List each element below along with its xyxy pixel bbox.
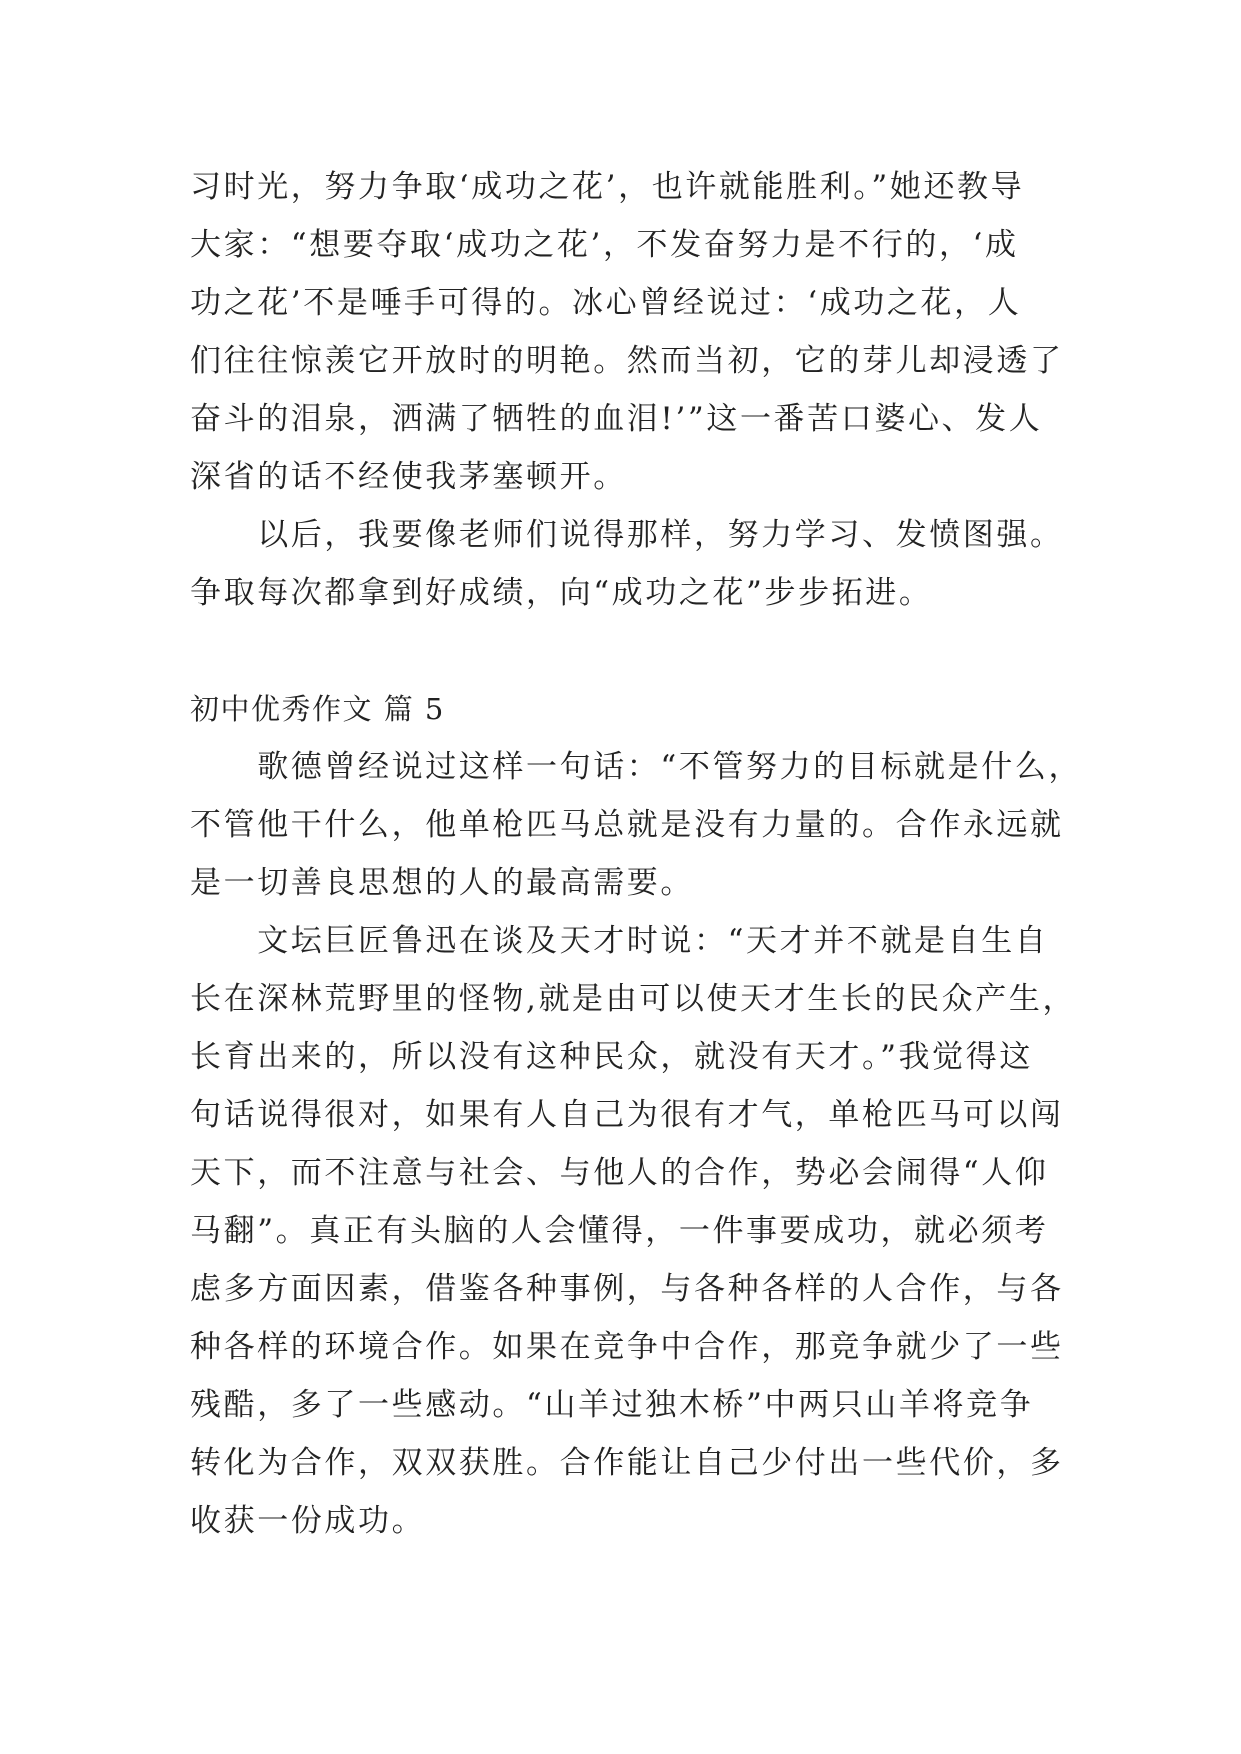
text-line: 长在深林荒野里的怪物,就是由可以使天才生长的民众产生，	[190, 981, 1077, 1017]
section-heading: 初中优秀作文 篇 5	[190, 692, 445, 726]
text-line: 句话说得很对，如果有人自己为很有才气，单枪匹马可以闯	[190, 1097, 1064, 1133]
text-line: 虑多方面因素，借鉴各种事例，与各种各样的人合作，与各	[190, 1271, 1064, 1307]
text-line: 奋斗的泪泉，洒满了牺牲的血泪!’”这一番苦口婆心、发人	[190, 401, 1043, 437]
text-line: 文坛巨匠鲁迅在谈及天才时说：“天才并不就是自生自	[190, 923, 1049, 959]
text-line: 残酷，多了一些感动。“山羊过独木桥”中两只山羊将竞争	[190, 1387, 1034, 1423]
text-line: 争取每次都拿到好成绩，向“成功之花”步步拓进。	[190, 575, 933, 611]
text-line: 马翻”。真正有头脑的人会懂得，一件事要成功，就必须考	[190, 1213, 1049, 1249]
text-line: 长育出来的，所以没有这种民众，就没有天才。”我觉得这	[190, 1039, 1033, 1075]
text-line: 种各样的环境合作。如果在竞争中合作，那竞争就少了一些	[190, 1329, 1064, 1365]
text-line: 收获一份成功。	[190, 1503, 426, 1539]
text-line: 大家：“想要夺取‘成功之花’，不发奋努力是不行的，‘成	[190, 227, 1019, 263]
text-line: 不管他干什么，他单枪匹马总就是没有力量的。合作永远就	[190, 807, 1064, 843]
text-line: 们往往惊羡它开放时的明艳。然而当初，它的芽儿却浸透了	[190, 343, 1064, 379]
text-line: 歌德曾经说过这样一句话：“不管努力的目标就是什么，	[190, 749, 1083, 785]
text-line: 转化为合作，双双获胜。合作能让自己少付出一些代价，多	[190, 1445, 1064, 1481]
text-line: 天下，而不注意与社会、与他人的合作，势必会闹得“人仰	[190, 1155, 1049, 1191]
text-line: 以后，我要像老师们说得那样，努力学习、发愤图强。	[190, 517, 1064, 553]
text-line: 是一切善良思想的人的最高需要。	[190, 865, 694, 901]
text-line: 习时光，努力争取‘成功之花’，也许就能胜利。”她还教导	[190, 169, 1025, 205]
text-line: 功之花’不是唾手可得的。冰心曾经说过：‘成功之花，人	[190, 285, 1022, 321]
text-line: 深省的话不经使我茅塞顿开。	[190, 459, 627, 495]
